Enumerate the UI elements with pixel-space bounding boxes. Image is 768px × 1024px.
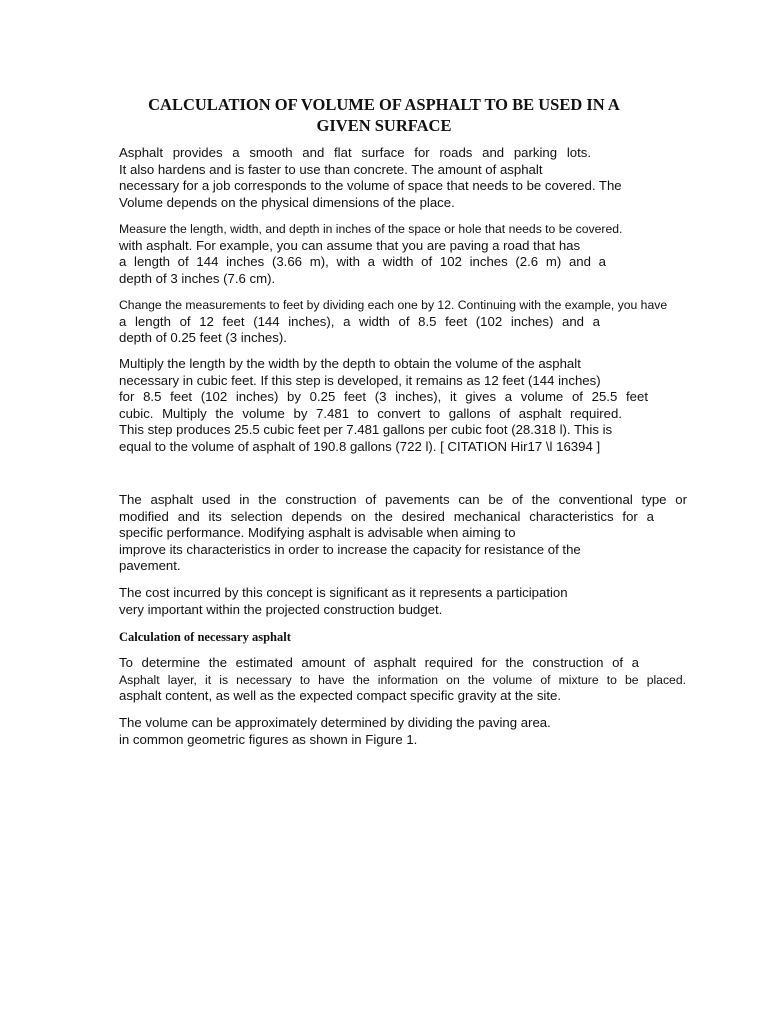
text-line-content: modified and its selection depends on the desired mechanical characteristics for a bbox=[119, 508, 654, 524]
text-line: very important within the projected construction budget. bbox=[119, 601, 443, 617]
text-line-content: The asphalt used in the construction of pavements can be of the conventional type or bbox=[119, 492, 687, 507]
paragraph-determine-amount bbox=[119, 655, 686, 705]
text-line: It also hardens and is faster to use than concrete. The amount of asphalt bbox=[119, 161, 543, 177]
paragraph-cost bbox=[119, 585, 568, 618]
text-line: with asphalt. For example, you can assume that you are paving a road that has bbox=[119, 237, 581, 253]
text-line: depth of 0.25 feet (3 inches). bbox=[119, 330, 287, 346]
text-line: Multiply the length by the width by the depth to obtain the volume of the asphalt bbox=[119, 356, 581, 371]
text-line: necessary for a job corresponds to the volume of space that needs to be covered. The bbox=[119, 178, 622, 194]
text-line-content: for 8.5 feet (102 inches) by 0.25 feet (3 inches), it gives a volume of 25.5 feet bbox=[119, 389, 648, 405]
text-line bbox=[119, 509, 654, 526]
paragraph-measure bbox=[119, 221, 622, 287]
text-line: The cost incurred by this concept is significant as it represents a participation bbox=[119, 585, 568, 600]
text-line: in common geometric figures as shown in Figure 1. bbox=[119, 731, 418, 747]
paragraph-multiply bbox=[119, 356, 648, 456]
section-heading: Calculation of necessary asphalt bbox=[119, 630, 291, 644]
text-line-content: Asphalt layer, it is necessary to have the information on the volume of mixture to be placed. bbox=[119, 672, 686, 687]
text-line: The volume can be approximately determined by dividing the paving area. bbox=[119, 715, 551, 730]
text-line-content: To determine the estimated amount of asphalt required for the construction of a bbox=[119, 655, 639, 670]
paragraph-volume-area bbox=[119, 715, 551, 748]
text-line: depth of 3 inches (7.6 cm). bbox=[119, 270, 276, 286]
text-line: asphalt content, as well as the expected compact specific gravity at the site. bbox=[119, 688, 562, 704]
text-line bbox=[119, 672, 686, 689]
text-line: Asphalt provides a smooth and flat surface for roads and parking lots. bbox=[119, 145, 591, 160]
paragraph-convert-feet bbox=[119, 297, 667, 347]
text-line bbox=[119, 389, 648, 406]
text-line-content: a length of 144 inches (3.66 m), with a width of 102 inches (2.6 m) and a bbox=[119, 254, 606, 270]
text-line: necessary in cubic feet. If this step is developed, it remains as 12 feet (144 inches) bbox=[119, 372, 601, 388]
text-line-content: cubic. Multiply the volume by 7.481 to convert to gallons of asphalt required. bbox=[119, 405, 622, 421]
paragraph-asphalt-intro bbox=[119, 145, 622, 211]
text-line bbox=[119, 314, 600, 331]
text-line bbox=[119, 406, 622, 423]
title-line: GIVEN SURFACE bbox=[316, 116, 452, 135]
text-line: equal to the volume of asphalt of 190.8 gallons (722 l). [ CITATION Hir17 \l 16394 ] bbox=[119, 438, 601, 454]
text-line bbox=[119, 492, 687, 509]
text-line: pavement. bbox=[119, 558, 181, 574]
text-line: Change the measurements to feet by dividing each one by 12. Continuing with the example, you have bbox=[119, 298, 668, 312]
paragraph-asphalt-types bbox=[119, 492, 687, 575]
text-line-content: a length of 12 feet (144 inches), a width of 8.5 feet (102 inches) and a bbox=[119, 313, 600, 329]
text-line: specific performance. Modifying asphalt is advisable when aiming to bbox=[119, 525, 516, 541]
title-line: CALCULATION OF VOLUME OF ASPHALT TO BE USED IN A bbox=[148, 95, 620, 114]
document-title bbox=[100, 94, 668, 136]
text-line: improve its characteristics in order to increase the capacity for resistance of the bbox=[119, 541, 581, 557]
text-line: This step produces 25.5 cubic feet per 7.481 gallons per cubic foot (28.318 l). This is bbox=[119, 422, 613, 438]
text-line bbox=[119, 254, 606, 271]
text-line bbox=[119, 655, 639, 672]
text-line: Measure the length, width, and depth in inches of the space or hole that needs to be covered. bbox=[119, 222, 623, 236]
text-line: Volume depends on the physical dimensions of the place. bbox=[119, 194, 455, 210]
